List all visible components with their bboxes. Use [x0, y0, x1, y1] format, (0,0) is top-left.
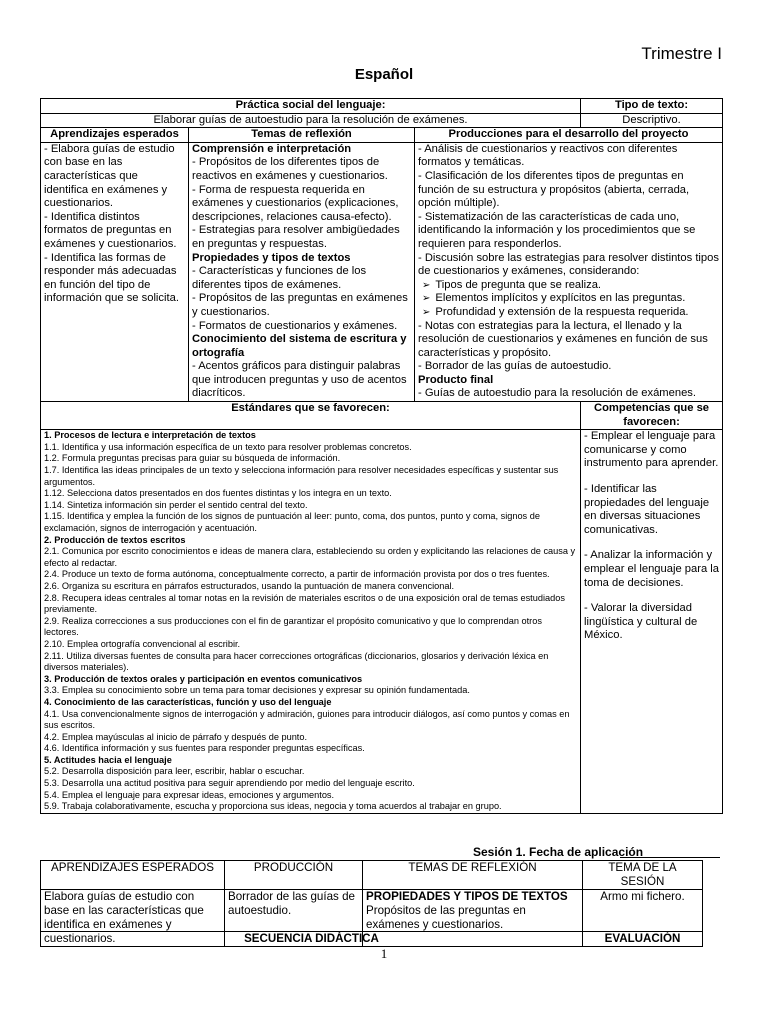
tema-item: - Propósitos de las preguntas en exámenes y cuestionarios. — [192, 292, 408, 318]
producto-final: - Guías de autoestudio para la resolución de exámenes. — [418, 387, 696, 400]
produccion-item: - Análisis de cuestionarios y reactivos con diferentes formatos y temáticas. — [418, 142, 678, 169]
estandar-item: 2.9. Realiza correcciones a sus producciones con el fin de garantizar el propósito comunicativo y que lo comprendan otros lectores. — [44, 615, 542, 638]
competencia-item: - Analizar la información y emplear el lenguaje para la toma de decisiones. — [584, 549, 719, 589]
estandar-item: 3.3. Emplea su conocimiento sobre un tema para tomar decisiones y expresar su opinión fundamentada. — [44, 685, 470, 696]
estandares-cell — [41, 430, 581, 814]
competencias-header: Competencias que se favorecen: — [581, 402, 723, 430]
planning-table — [40, 98, 723, 814]
estandar-item: 2.8. Recupera ideas centrales al tomar notas en la revisión de materiales escritos o de una exposición oral de temas estudiados previamente. — [44, 592, 565, 615]
sesion-header: APRENDIZAJES ESPERADOS — [41, 861, 225, 890]
sesion-label: Sesión 1. Fecha de aplicación — [473, 845, 644, 859]
produccion-item: - Borrador de las guías de autoestudio. — [418, 360, 612, 373]
estandar-item: 1.15. Identifica y emplea la función de los signos de puntuación al leer: punto, coma, dos puntos, punto y coma, signos de exclamación, signos de interrogación y acentuación. — [44, 511, 540, 533]
list-item: ➢ Tipos de pregunta que se realiza. — [422, 279, 719, 293]
produccion-item: - Clasificación de los diferentes tipos de preguntas en función de su estructura y propósitos (abierta, cerrada, opción múltiple). — [418, 169, 690, 210]
col-temas-header: Temas de reflexión — [189, 128, 415, 143]
estandar-item: 4.1. Usa convencionalmente signos de interrogación y admiración, guiones para introducir diálogos, así como puntos y comas en sus escritos. — [44, 708, 570, 731]
temas-heading: Propiedades y tipos de textos — [192, 251, 351, 264]
sesion-tema-texto: Propósitos de las preguntas en exámenes y cuestionarios. — [366, 904, 526, 931]
tema-item: - Propósitos de los diferentes tipos de reactivos en exámenes y cuestionarios. — [192, 156, 388, 182]
aprendizaje-item: - Identifica distintos formatos de preguntas en exámenes y cuestionarios. — [44, 210, 177, 250]
evaluacion-header: EVALUACIÓN — [583, 932, 703, 947]
col-producciones-header: Producciones para el desarrollo del proyecto — [415, 128, 723, 143]
aprendizaje-item: - Identifica las formas de responder más adecuadas en función del tipo de información que se solicita. — [44, 251, 179, 305]
estandar-item: 1.12. Selecciona datos presentados en dos fuentes distintas y los integra en un texto. — [44, 488, 392, 499]
produccion-item: - Notas con estrategias para la lectura, el llenado y la resolución de cuestionarios y exámenes en función de sus características y propósito. — [418, 319, 708, 359]
competencia-item: - Identificar las propiedades del lenguaje en diversas situaciones comunicativas. — [584, 483, 710, 536]
competencia-item: - Valorar la diversidad lingüística y cultural de México. — [584, 602, 698, 642]
estandar-item: 2.6. Organiza su escritura en párrafos estructurados, usando la puntuación de manera convencional. — [44, 580, 455, 591]
sesion-header: TEMAS DE REFLEXIÓN — [363, 861, 583, 890]
list-item: ➢ Elementos implícitos y explícitos en las preguntas. — [422, 292, 719, 306]
col-aprendizajes-header: Aprendizajes esperados — [41, 128, 189, 143]
estandar-item: 2.4. Produce un texto de forma autónoma, conceptualmente correcto, a partir de información provista por dos o tres fuentes. — [44, 569, 550, 580]
tema-item: - Características y funciones de los diferentes tipos de exámenes. — [192, 265, 367, 291]
producto-final-label: Producto final — [418, 373, 494, 386]
estandar-item: 1.1. Identifica y usa información específica de un texto para resolver problemas concretos. — [44, 441, 412, 452]
produccion-item: - Discusión sobre las estrategias para resolver distintos tipos de cuestionarios y exámenes, considerando: — [418, 251, 719, 278]
estandar-item: 5.2. Desarrolla disposición para leer, escribir, hablar o escuchar. — [44, 766, 305, 777]
estandar-heading: 4. Conocimiento de las características, función y uso del lenguaje — [44, 696, 332, 707]
page-title: Español — [354, 66, 414, 83]
sesion-tema-titulo: PROPIEDADES Y TIPOS DE TEXTOS — [366, 890, 568, 903]
produccion-item: - Sistematización de las características de cada uno, identificando la información y los procedimientos que se requieren para responderlos. — [418, 210, 696, 250]
estandar-heading: 5. Actitudes hacia el lenguaje — [44, 754, 172, 765]
estandar-heading: 2. Producción de textos escritos — [44, 534, 186, 545]
fecha-line — [620, 857, 720, 858]
secuencia-table — [40, 931, 703, 947]
page-number: 1 — [380, 946, 388, 961]
estandar-item: 1.7. Identifica las ideas principales de un texto y selecciona información para resolver necesidades específicas y sustentar sus argumentos. — [44, 465, 559, 487]
tema-item: - Formatos de cuestionarios y exámenes. — [192, 319, 398, 332]
secuencia-header: SECUENCIA DIDÁCTICA — [41, 932, 583, 947]
estandar-heading: 3. Producción de textos orales y participación en eventos comunicativos — [44, 673, 363, 684]
tema-item: - Acentos gráficos para distinguir palabras que introducen preguntas y uso de acentos diacríticos. — [192, 360, 407, 400]
sesion-aprendizaje: Elabora guías de estudio con base en las características que identifica en exámenes y cuestionarios. — [41, 890, 225, 947]
competencia-item: - Emplear el lenguaje para comunicarse y como instrumento para aprender. — [584, 430, 719, 470]
tema-item: - Forma de respuesta requerida en exámenes y cuestionarios (explicaciones, descripciones, relaciones causa-efecto). — [192, 183, 399, 223]
estandar-item: 2.11. Utiliza diversas fuentes de consulta para hacer correcciones ortográficas (diccionarios, glosarios y derivación léxica en diversos materiales). — [44, 650, 549, 673]
trimestre-label: Trimestre I — [641, 44, 722, 63]
estandares-header: Estándares que se favorecen: — [41, 402, 581, 430]
estandares-list — [44, 430, 577, 813]
estandar-heading: 1. Procesos de lectura e interpretación de textos — [44, 430, 256, 441]
tema-item: - Estrategias para resolver ambigüedades en preguntas y respuestas. — [192, 224, 400, 250]
practica-value: Elaborar guías de autoestudio para la resolución de exámenes. — [41, 113, 581, 128]
estandar-item: 1.2. Formula preguntas precisas para guiar su búsqueda de información. — [44, 453, 341, 464]
tipo-texto-label: Tipo de texto: — [581, 99, 723, 114]
estandar-item: 5.9. Trabaja colaborativamente, escucha y proporciona sus ideas, negocia y toma acuerdos al trabajar en grupo. — [44, 801, 502, 812]
consideraciones-list — [418, 279, 719, 320]
temas-heading: Comprensión e interpretación — [192, 142, 352, 155]
sesion-header: PRODUCCIÓN — [225, 861, 363, 890]
practica-label: Práctica social del lenguaje: — [41, 99, 581, 114]
list-item: ➢ Profundidad y extensión de la respuesta requerida. — [422, 306, 719, 320]
sesion-produccion: Borrador de las guías de autoestudio. — [225, 890, 363, 947]
estandar-item: 4.2. Emplea mayúsculas al inicio de párrafo y después de punto. — [44, 731, 308, 742]
estandar-item: 4.6. Identifica información y sus fuentes para responder preguntas específicas. — [44, 743, 365, 754]
aprendizajes-cell — [41, 142, 189, 401]
estandar-item: 2.10. Emplea ortografía convencional al escribir. — [44, 638, 241, 649]
producciones-cell — [415, 142, 723, 401]
competencias-cell — [581, 430, 723, 814]
sesion-header: TEMA DE LA SESIÓN — [583, 861, 703, 890]
tipo-texto-value: Descriptivo. — [581, 113, 723, 128]
temas-cell — [189, 142, 415, 401]
sesion-tema: Armo mi fichero. — [583, 890, 703, 947]
estandar-item: 5.4. Emplea el lenguaje para expresar ideas, emociones y argumentos. — [44, 789, 335, 800]
estandar-item: 5.3. Desarrolla una actitud positiva para seguir aprendiendo por medio del lenguaje escrito. — [44, 778, 415, 789]
estandar-item: 1.14. Sintetiza información sin perder el sentido central del texto. — [44, 499, 308, 510]
estandar-item: 2.1. Comunica por escrito conocimientos e ideas de manera clara, estableciendo su orden y explicitando las relaciones de causa y efecto al redactar. — [44, 546, 576, 568]
aprendizaje-item: - Elabora guías de estudio con base en las características que identifica en exámenes y cuestionarios. — [44, 142, 175, 210]
temas-heading: Conocimiento del sistema de escritura y ortografía — [192, 333, 407, 359]
